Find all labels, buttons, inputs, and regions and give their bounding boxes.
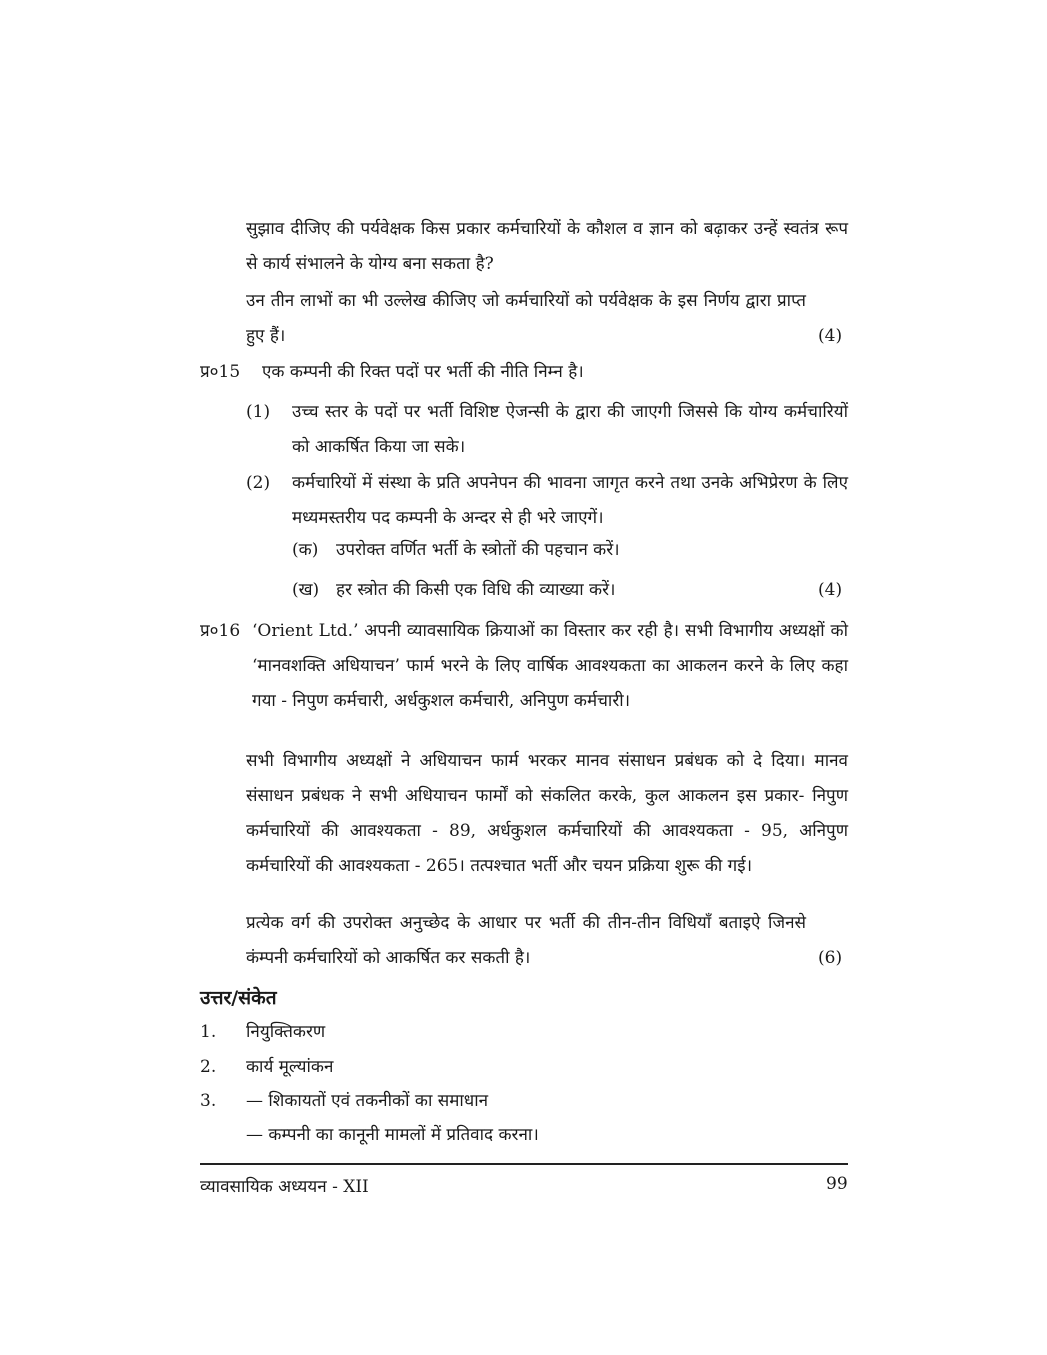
q15-label: प्र०15 <box>200 362 241 382</box>
answer-3-continuation: — कम्पनी का कानूनी मामलों में प्रतिवाद करना। <box>246 1125 539 1145</box>
q15-point-1-text: उच्च स्तर के पदों पर भर्ती विशिष्ट ऐजन्सी के द्वारा की जाएगी जिससे कि योग्य कर्मचारियों को आकर्षित किया जा सके। <box>292 402 848 457</box>
answer-2-text: कार्य मूल्यांकन <box>246 1057 334 1077</box>
q15-point-2-text: कर्मचारियों में संस्था के प्रति अपनेपन की भावना जागृत करने तथा उनके अभिप्रेरण के लिए मध्यमस्तरीय पद कम्पनी के अन्दर से ही भरे जाएगें। <box>292 473 848 528</box>
q15-point-2-number: (2) <box>246 473 271 493</box>
q16-paragraph-2: सभी विभागीय अध्यक्षों ने अधियाचन फार्म भरकर मानव संसाधन प्रबंधक को दे दिया। मानव संसाधन प्रबंधक ने सभी अधियाचन फार्मों को संकलित करके, कुल आकलन इस प्रकार- निपुण कर्मचारियों की आवश्यकता - 89, अर्धकुशल कर्मचारियों की आवश्यकता - 95, अनिपुण कर्मचारियों की आवश्यकता - 265। तत्पश्चात भर्ती और चयन प्रक्रिया शुरू की गई। <box>246 751 848 876</box>
answer-3-text: — शिकायतों एवं तकनीकों का समाधान <box>246 1091 489 1111</box>
answer-1-text: नियुक्तिकरण <box>246 1022 326 1042</box>
q16-paragraph-3: प्रत्येक वर्ग की उपरोक्त अनुच्छेद के आधार पर भर्ती की तीन-तीन विधियाँ बताइऐ जिनसे कंम्पनी कर्मचारियों को आकर्षित कर सकती है। <box>246 913 806 968</box>
answer-1-number: 1. <box>200 1022 217 1042</box>
q16-marks: (6) <box>818 948 843 968</box>
q16-paragraph-1: ‘Orient Ltd.’ अपनी व्यावसायिक क्रियाओं का विस्तार कर रही है। सभी विभागीय अध्यक्षों को ‘मानवशक्ति अधियाचन’ फार्म भरने के लिए वार्षिक आवश्यकता का आकलन करने के लिए कहा गया - निपुण कर्मचारी, अर्धकुशल कर्मचारी, अनिपुण कर्मचारी। <box>252 621 848 711</box>
q15-intro: एक कम्पनी की रिक्त पदों पर भर्ती की नीति निम्न है। <box>262 362 584 382</box>
answer-2-number: 2. <box>200 1057 217 1077</box>
q14-marks: (4) <box>818 326 843 346</box>
q14-paragraph-1: सुझाव दीजिए की पर्यवेक्षक किस प्रकार कर्मचारियों के कौशल व ज्ञान को बढ़ाकर उन्हें स्वतंत्र रूप से कार्य संभालने के योग्य बना सकता है? <box>246 219 848 274</box>
q15-subpart-a-label: (क) <box>292 540 319 560</box>
q15-subpart-b-text: हर स्त्रोत की किसी एक विधि की व्याख्या करें। <box>336 580 616 600</box>
answers-heading: उत्तर/संकेत <box>200 987 277 1009</box>
q15-subpart-a-text: उपरोक्त वर्णित भर्ती के स्त्रोतों की पहचान करें। <box>336 540 620 560</box>
q15-marks: (4) <box>818 580 843 600</box>
answer-3-number: 3. <box>200 1091 217 1111</box>
footer-title: व्यावसायिक अध्ययन - XII <box>200 1177 369 1197</box>
q14-paragraph-2: उन तीन लाभों का भी उल्लेख कीजिए जो कर्मचारियों को पर्यवेक्षक के इस निर्णय द्वारा प्राप्त हुए हैं। <box>246 291 806 346</box>
footer-rule <box>200 1163 848 1165</box>
q15-subpart-b-label: (ख) <box>292 580 320 600</box>
page-number: 99 <box>826 1174 848 1194</box>
q15-point-1-number: (1) <box>246 402 271 422</box>
q16-label: प्र०16 <box>200 621 241 641</box>
